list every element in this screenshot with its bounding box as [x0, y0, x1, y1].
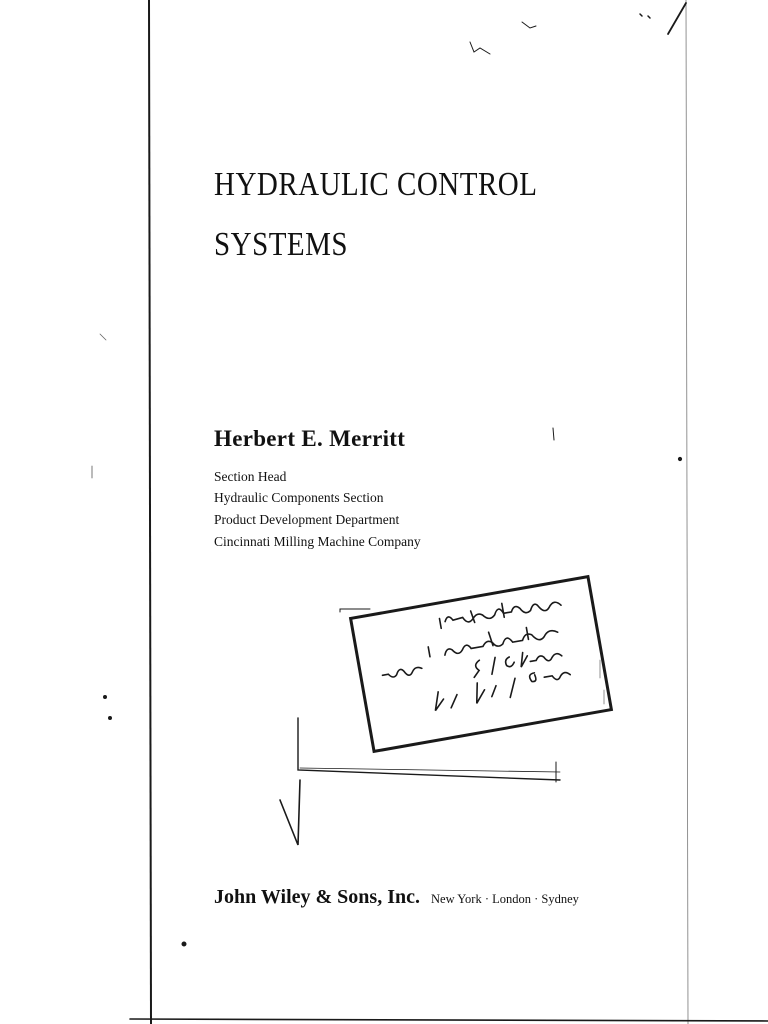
- library-stamp: [349, 575, 613, 753]
- publisher-cities: New York · London · Sydney: [431, 892, 579, 906]
- author-name: Herbert E. Merritt: [214, 426, 406, 451]
- book-title-line-1: HYDRAULIC CONTROL: [214, 166, 538, 203]
- stamp-handwriting: [352, 578, 609, 749]
- author-affiliation-line: Cincinnati Milling Machine Company: [214, 534, 421, 549]
- author-affiliation-line: Product Development Department: [214, 512, 400, 527]
- publisher-name: John Wiley & Sons, Inc.: [214, 886, 420, 908]
- book-title-line-2: SYSTEMS: [214, 226, 349, 263]
- author-affiliation-line: Hydraulic Components Section: [214, 490, 384, 505]
- author-affiliation-line: Section Head: [214, 469, 287, 484]
